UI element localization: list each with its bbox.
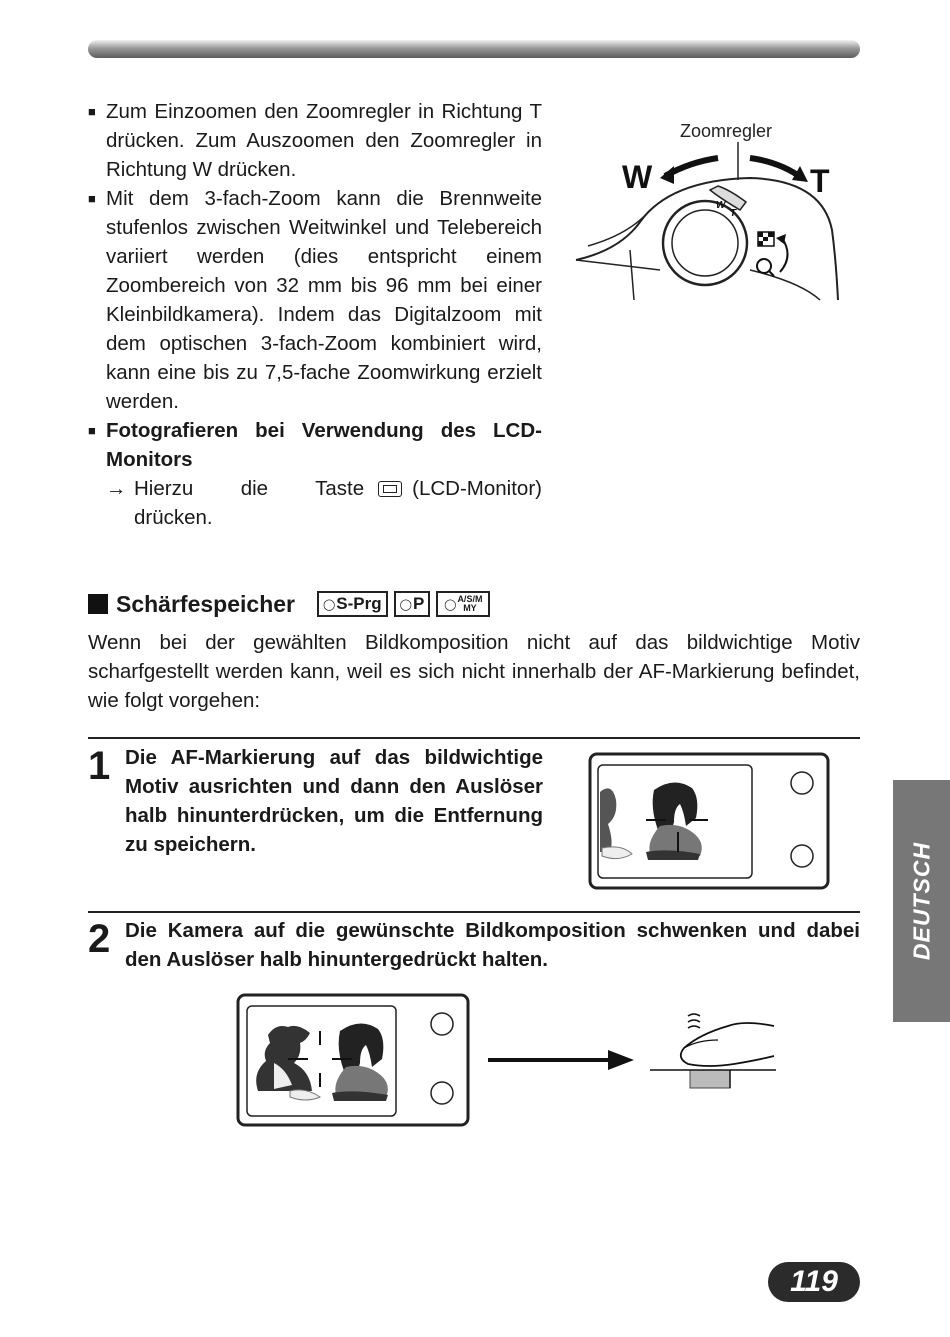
camera-button-icon bbox=[791, 845, 813, 867]
language-side-tab: DEUTSCH bbox=[893, 780, 950, 1022]
arrow-icon: → bbox=[106, 477, 127, 500]
header-bar bbox=[88, 40, 860, 58]
step-divider bbox=[88, 911, 860, 913]
svg-text:T: T bbox=[730, 208, 737, 219]
camera-lcd-recompose-illustration bbox=[236, 993, 470, 1129]
bullet-item: ■ Mit dem 3-fach-Zoom kann die Brennweite stufenlos zwischen Weitwinkel und Telebereich variiert werden (dies entspricht einem Zoombereich von 32 mm bis 96 mm bei einer Kleinbildkamera). Indem das Digitalzoom mit dem optischen 3-fach-Zoom kombiniert wird, kann eine bis zu 7,5-fache Zoomwirkung erzielt werden. bbox=[88, 184, 542, 416]
mode-icon-asm-my: ◯ A/S/M MY bbox=[436, 591, 490, 617]
section-title: Schärfespeicher bbox=[116, 590, 295, 617]
camera-button-icon bbox=[431, 1013, 453, 1035]
camera-button-icon bbox=[791, 772, 813, 794]
bullet-list bbox=[88, 97, 542, 532]
wide-label: W bbox=[622, 159, 653, 195]
page-number: 119 bbox=[768, 1262, 860, 1302]
step-text: Die Kamera auf die gewünschte Bildkomposition schwenken und dabei den Auslöser halb hinuntergedrückt halten. bbox=[125, 919, 860, 971]
arrow-right-icon bbox=[486, 1045, 636, 1075]
section-intro: Wenn bei der gewählten Bildkomposition nicht auf das bildwichtige Motiv scharfgestellt werden kann, weil es sich nicht innerhalb der AF-Markierung befindet, wie folgt vorgehen: bbox=[88, 631, 860, 712]
lcd-monitor-icon bbox=[378, 481, 402, 497]
step-number: 2 bbox=[88, 917, 111, 961]
magnifier-icon bbox=[757, 259, 771, 273]
sub-note: → Hierzu die Taste (LCD-Monitor) drücken. bbox=[88, 474, 542, 532]
step-text: Die AF-Markierung auf das bildwichtige Motiv ausrichten und dann den Auslöser halb hinunterdrücken, um die Entfernung zu speichern. bbox=[125, 746, 543, 856]
mode-icon-s-prg: ◯ S-Prg bbox=[317, 591, 388, 617]
camera-button-icon bbox=[431, 1082, 453, 1104]
section-heading bbox=[88, 588, 490, 620]
bullet-item: ■ Zum Einzoomen den Zoomregler in Richtung T drücken. Zum Auszoomen den Zoomregler in Richtung W drücken. bbox=[88, 97, 542, 184]
zoom-lever-illustration bbox=[570, 110, 860, 310]
bullet-item-bold: ■ Fotografieren bei Verwendung des LCD-Monitors bbox=[88, 416, 542, 474]
section-block-icon bbox=[88, 594, 108, 614]
svg-text:W: W bbox=[716, 200, 726, 211]
step-number: 1 bbox=[88, 744, 111, 788]
arrow-left-icon bbox=[660, 166, 674, 184]
square-bullet-icon: ■ bbox=[88, 104, 96, 119]
tele-label: T bbox=[810, 163, 830, 199]
square-bullet-icon: ■ bbox=[88, 191, 96, 206]
step-divider bbox=[88, 737, 860, 739]
camera-lcd-focus-illustration bbox=[588, 752, 830, 892]
shutter-half-press-icon bbox=[648, 1010, 776, 1090]
square-bullet-icon: ■ bbox=[88, 423, 96, 438]
zoom-lever-label: Zoomregler bbox=[680, 121, 773, 141]
mode-icon-p: ◯ P bbox=[394, 591, 431, 617]
